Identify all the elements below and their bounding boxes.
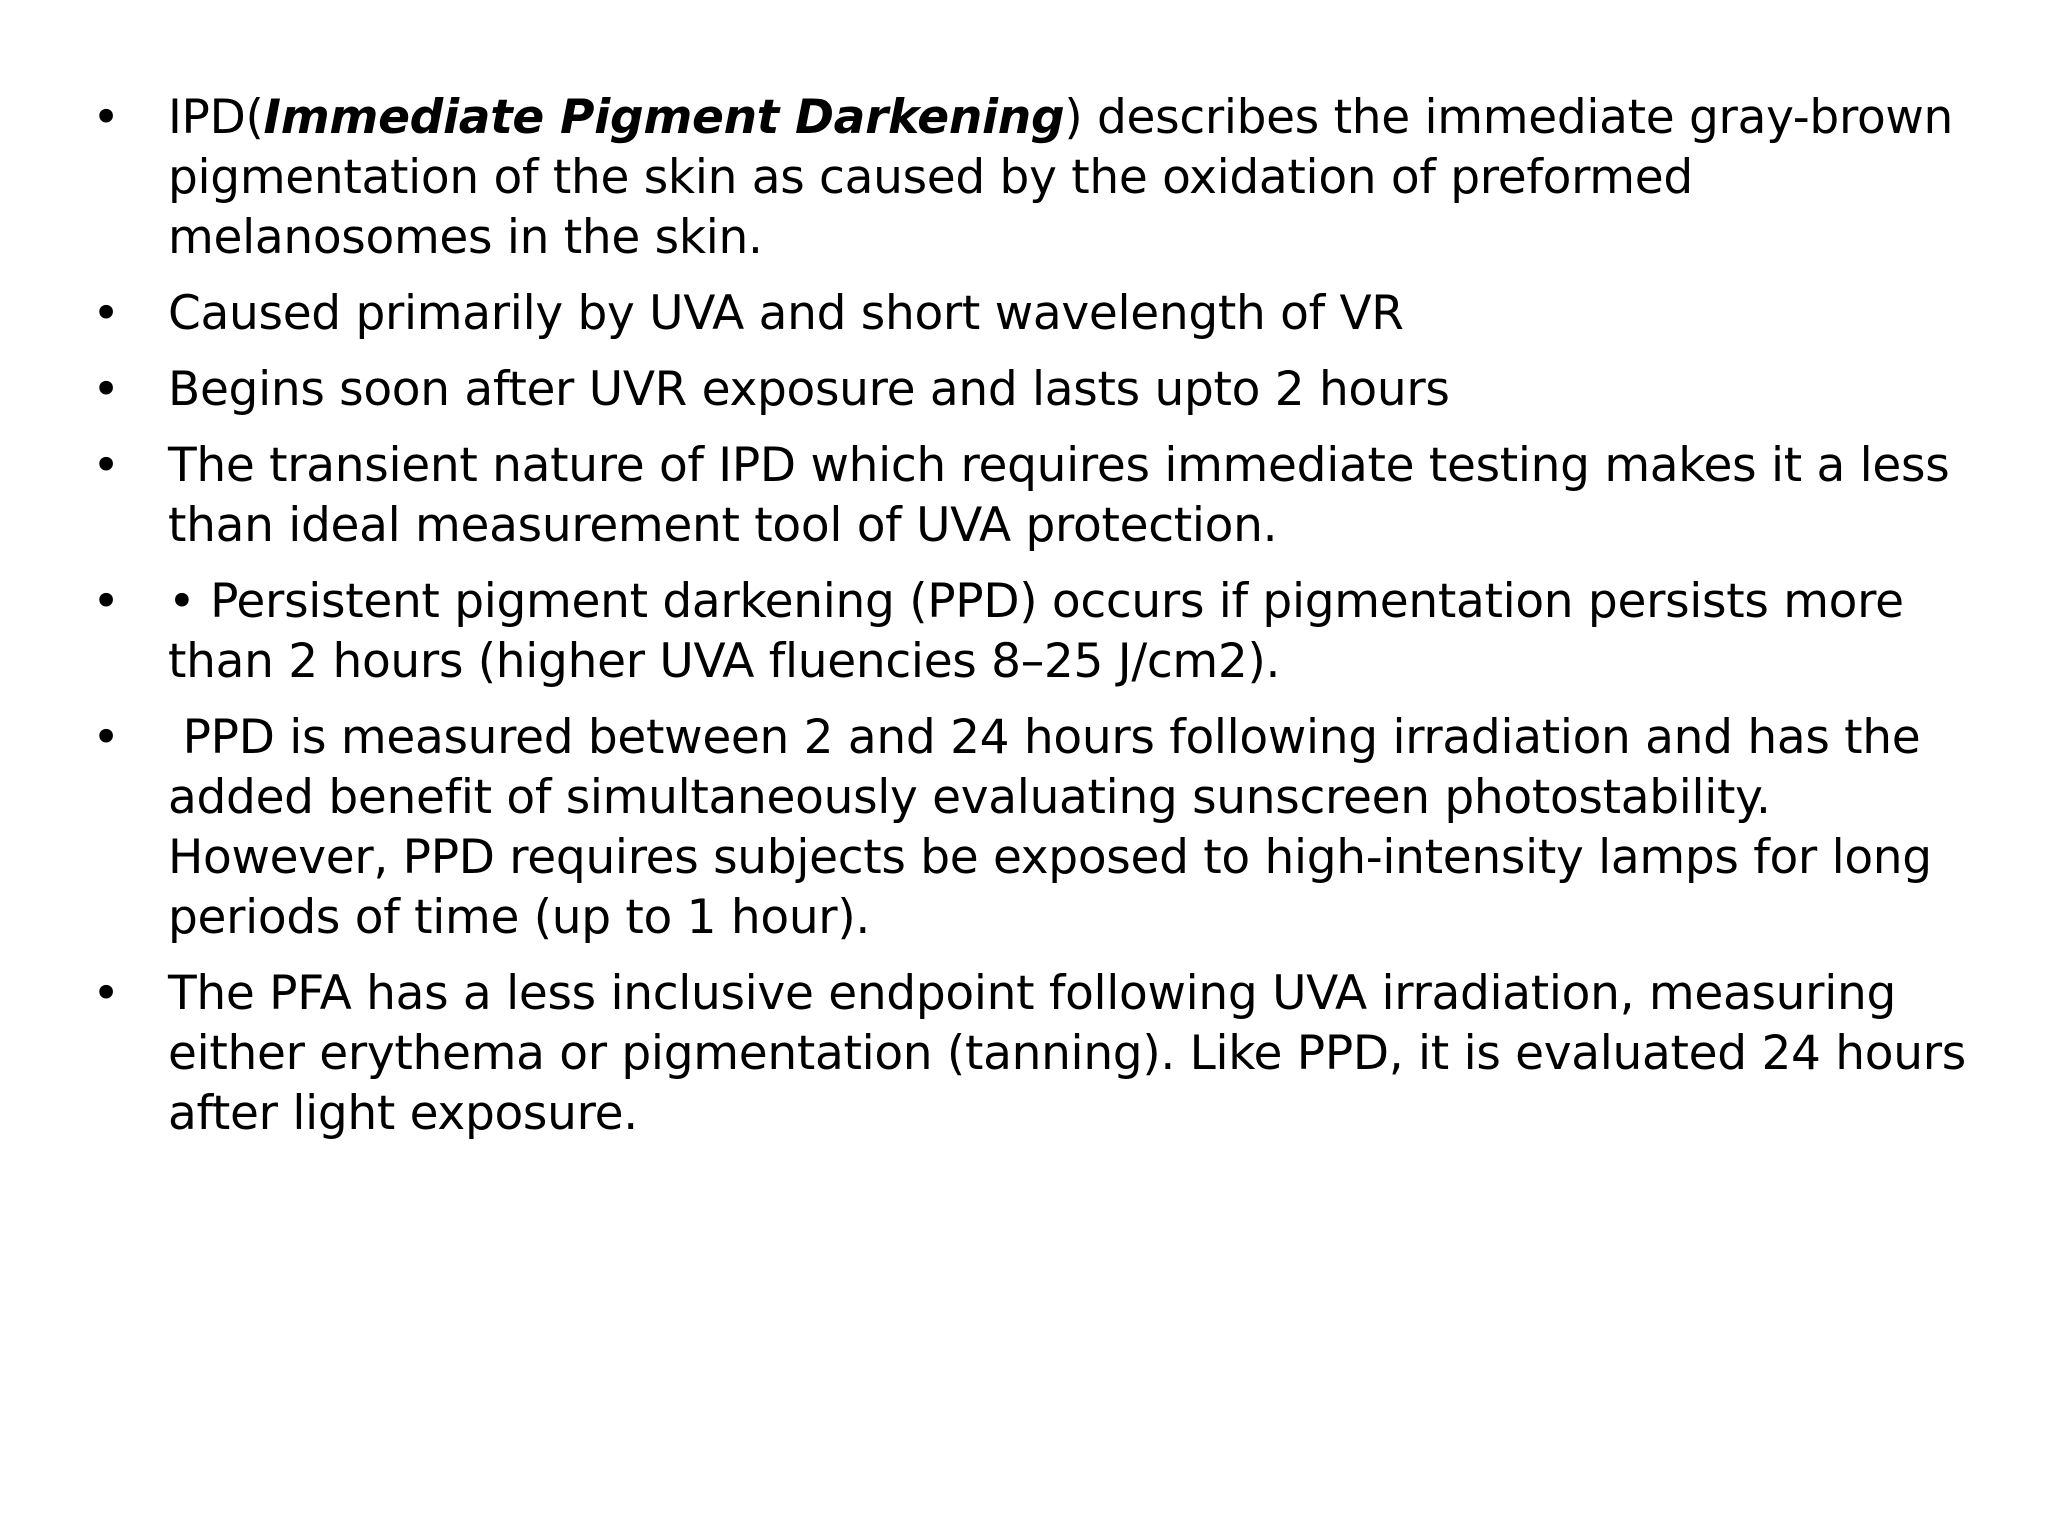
bullet-list [86, 88, 1986, 1160]
bullet-icon: • [92, 966, 120, 1021]
bullet-text-emphasis: Immediate Pigment Darkening [263, 90, 1065, 145]
bullet-text: Begins soon after UVR exposure and lasts upto 2 hours [168, 362, 1450, 417]
bullet-text [168, 88, 1986, 268]
bullet-text: PPD is measured between 2 and 24 hours following irradiation and has the added benefit of simultaneously evaluating sunscreen photostability. However, PPD requires subjects be exposed to high-intensity lamps for long periods of time (up to 1 hour). [168, 710, 1947, 945]
bullet-text-suffix: ) describes the immediate gray-brown pigmentation of the skin as caused by the oxidation of preformed melanosomes in the skin. [168, 90, 1954, 265]
bullet-icon: • [92, 710, 120, 765]
bullet-icon: • [92, 362, 120, 417]
bullet-item-ipd-definition [86, 88, 1986, 268]
bullet-item-transient-nature [86, 436, 1986, 556]
bullet-text: Caused primarily by UVA and short wavelength of VR [168, 286, 1404, 341]
bullet-item-ppd-definition [86, 572, 1986, 692]
bullet-item-ppd-measurement [86, 708, 1986, 948]
bullet-icon: • [92, 574, 120, 629]
bullet-icon: • [92, 286, 120, 341]
bullet-item-pfa [86, 964, 1986, 1144]
bullet-item-duration [86, 360, 1986, 420]
bullet-item-cause [86, 284, 1986, 344]
bullet-icon: • [92, 90, 120, 145]
bullet-icon: • [92, 438, 120, 493]
bullet-text: The transient nature of IPD which requires immediate testing makes it a less than ideal measurement tool of UVA protection. [168, 438, 1950, 553]
bullet-text-prefix: IPD( [168, 90, 264, 145]
bullet-text: The PFA has a less inclusive endpoint following UVA irradiation, measuring either erythema or pigmentation (tanning). Like PPD, it is evaluated 24 hours after light exposure. [168, 966, 1966, 1141]
bullet-text: • Persistent pigment darkening (PPD) occurs if pigmentation persists more than 2 hours (higher UVA fluencies 8–25 J/cm2). [168, 574, 1904, 689]
